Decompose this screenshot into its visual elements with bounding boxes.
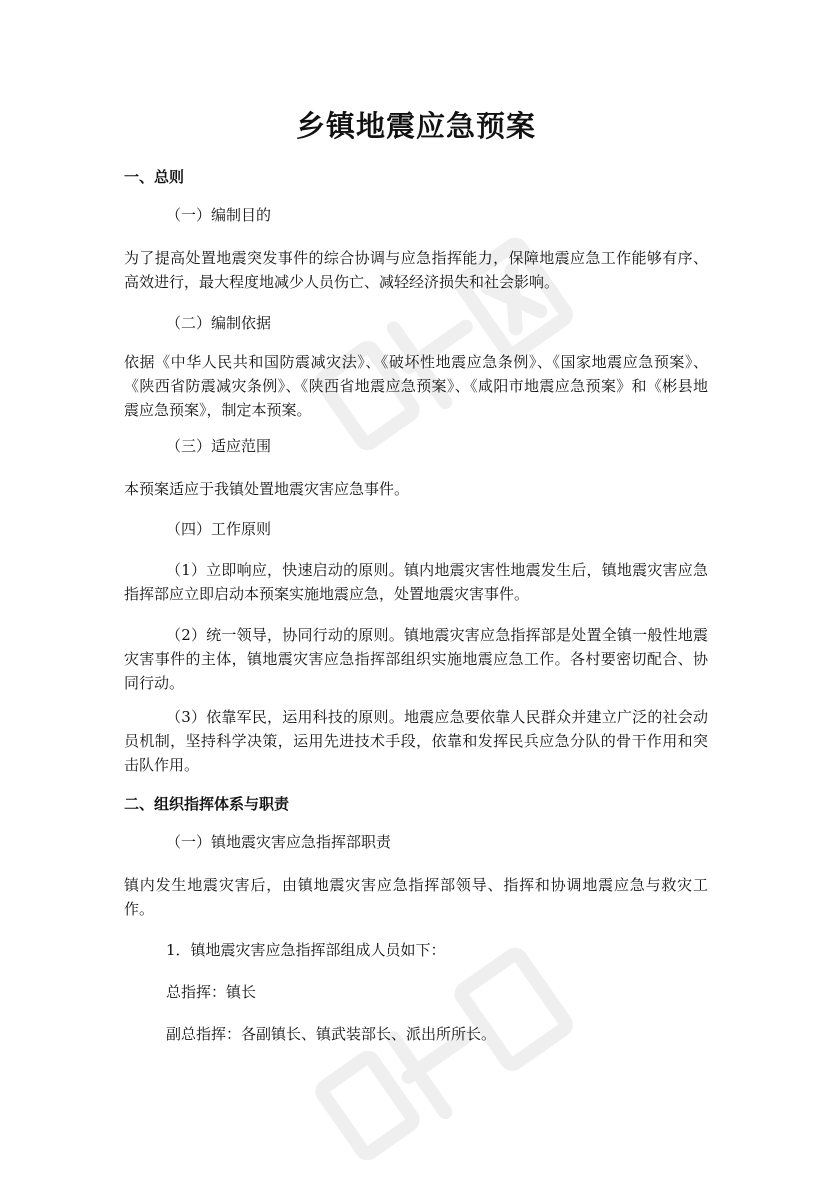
section-2-heading: 二、组织指挥体系与职责 (124, 795, 290, 813)
principle-2-text: （2）统一领导，协同行动的原则。镇地震灾害应急指挥部是处置全镇一般性地震灾害事件的主体，镇地震灾害应急指挥部组织实施地震应急工作。各村要密切配合、协同行动。 (124, 626, 708, 692)
commander-line: 总指挥：镇长 (166, 983, 257, 1001)
section-1-2-text: 依据《中华人民共和国防震减灾法》、《破坏性地震应急条例》、《国家地震应急预案》、《陕西省防震减灾条例》、《陕西省地震应急预案》、《咸阳市地震应急预案》和《彬县地震应急预案》，制定本预案。 (124, 353, 708, 419)
section-1-1-heading: （一）编制目的 (166, 206, 272, 224)
section-1-1-text: 为了提高处置地震突发事件的综合协调与应急指挥能力，保障地震应急工作能够有序、高效进行，最大程度地减少人员伤亡、减轻经济损失和社会影响。 (124, 249, 708, 291)
principle-1-text: （1）立即响应，快速启动的原则。镇内地震灾害性地震发生后，镇地震灾害应急指挥部应立即启动本预案实施地震应急，处置地震灾害事件。 (124, 561, 708, 603)
principle-3-text: （3）依靠军民，运用科技的原则。地震应急要依靠人民群众并建立广泛的社会动员机制，坚持科学决策，运用先进技术手段，依靠和发挥民兵应急分队的骨干作用和突击队作用。 (124, 708, 708, 774)
section-1-3-heading: （三）适应范围 (166, 437, 272, 455)
section-1-heading: 一、总则 (124, 168, 185, 186)
section-1-3-text: 本预案适应于我镇处置地震灾害应急事件。 (124, 480, 410, 498)
section-2-1-text: 镇内发生地震灾害后，由镇地震灾害应急指挥部领导、指挥和协调地震应急与救灾工作。 (124, 876, 708, 918)
section-1-4-heading: （四）工作原则 (166, 520, 272, 538)
document-title: 乡镇地震应急预案 (295, 109, 536, 143)
deputy-commander-line: 副总指挥：各副镇长、镇武装部长、派出所所长。 (166, 1025, 497, 1043)
section-1-2-heading: （二）编制依据 (166, 314, 272, 332)
command-members-intro: 1．镇地震灾害应急指挥部组成人员如下： (166, 941, 446, 959)
section-2-1-heading: （一）镇地震灾害应急指挥部职责 (166, 833, 392, 851)
